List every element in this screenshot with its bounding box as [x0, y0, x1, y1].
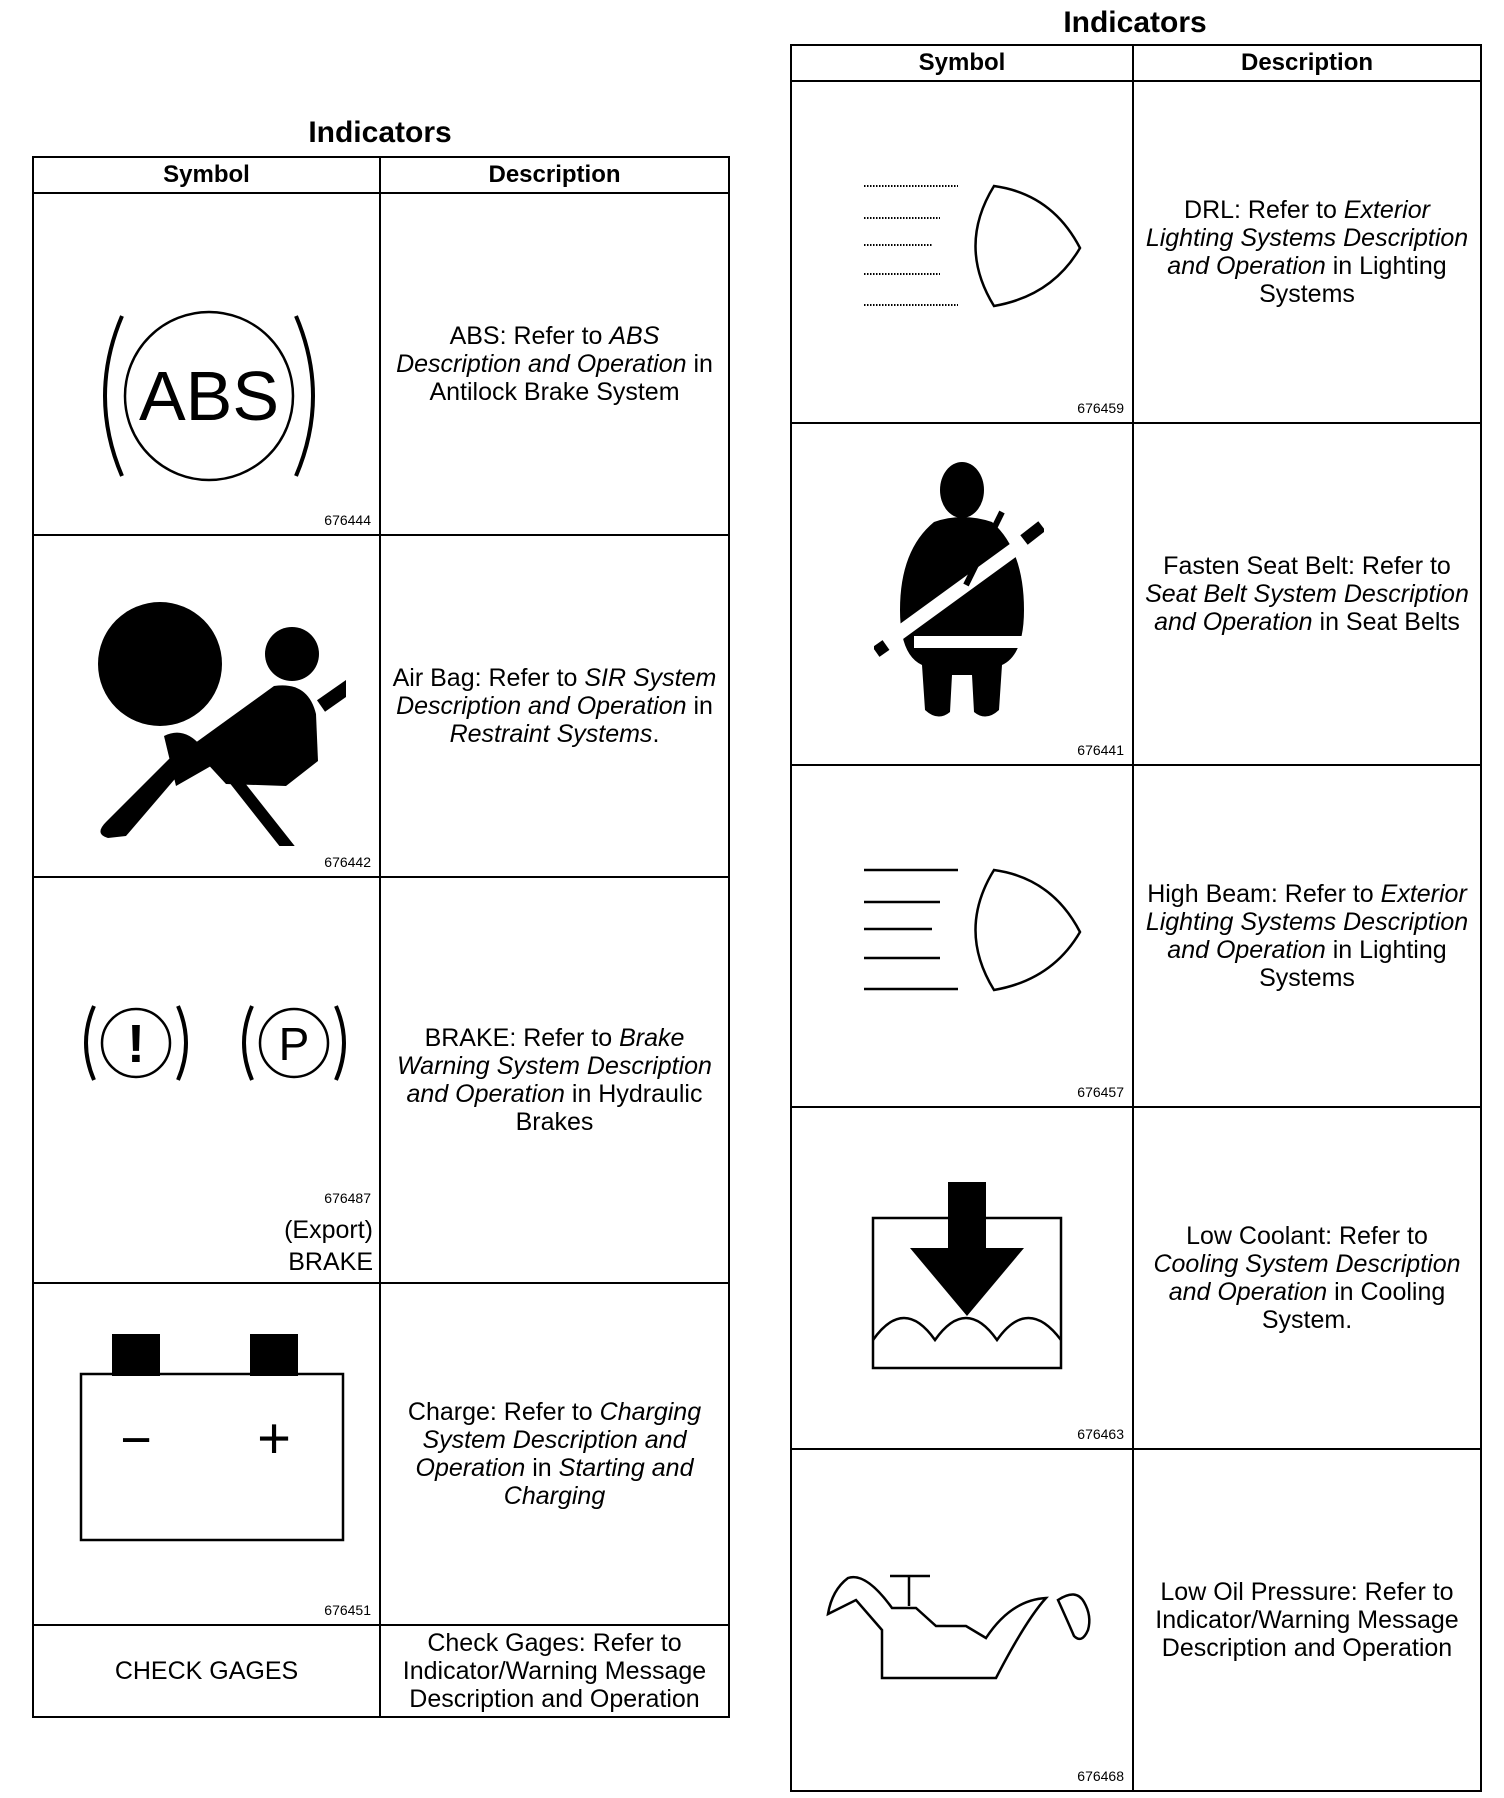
description-cell — [1133, 81, 1481, 423]
description-cell — [380, 877, 729, 1283]
description-cell — [380, 1283, 729, 1625]
description-text: BRAKE: Refer to Brake Warning System Description and Operation in Hydraulic Brakes — [397, 1024, 712, 1136]
export-label: (Export) BRAKE — [284, 1216, 373, 1276]
right-indicators-table — [790, 44, 1482, 1792]
table-row — [791, 423, 1481, 765]
symbol-cell — [791, 1449, 1133, 1791]
airbag-icon — [66, 586, 346, 846]
description-text: Fasten Seat Belt: Refer to Seat Belt System Description and Operation in Seat Belts — [1145, 552, 1469, 636]
description-text: Check Gages: Refer to Indicator/Warning Message Description and Operation — [402, 1629, 707, 1713]
figure-number: 676463 — [1077, 1426, 1124, 1442]
table-row — [33, 193, 729, 535]
description-cell — [1133, 1107, 1481, 1449]
figure-number: 676459 — [1077, 400, 1124, 416]
parking-brake-icon — [234, 998, 354, 1088]
seat-belt-icon — [874, 460, 1044, 720]
table-row — [791, 81, 1481, 423]
low-coolant-icon — [868, 1180, 1068, 1380]
check-gages-symbol-text: CHECK GAGES — [114, 1656, 299, 1685]
table-row — [33, 1625, 729, 1717]
oil-can-icon — [826, 1560, 1126, 1680]
figure-number: 676444 — [324, 512, 371, 528]
abs-icon — [94, 306, 324, 486]
description-text: High Beam: Refer to Exterior Lighting Systems Description and Operation in Lighting Systems — [1145, 880, 1469, 992]
table-row — [791, 1449, 1481, 1791]
table-header-row — [33, 157, 729, 193]
description-column-header: Description — [380, 157, 729, 193]
table-row — [33, 877, 729, 1283]
description-cell — [380, 1625, 729, 1717]
high-beam-icon — [862, 862, 1102, 1012]
description-cell — [380, 193, 729, 535]
symbol-cell — [33, 535, 380, 877]
description-text: DRL: Refer to Exterior Lighting Systems Description and Operation in Lighting Systems — [1145, 196, 1469, 308]
symbol-cell — [791, 81, 1133, 423]
left-indicators-table — [32, 156, 730, 1718]
figure-number: 676468 — [1077, 1768, 1124, 1784]
symbol-cell — [791, 423, 1133, 765]
description-text: Low Coolant: Refer to Cooling System Description and Operation in Cooling System. — [1153, 1222, 1461, 1334]
symbol-column-header: Symbol — [791, 45, 1133, 81]
symbol-cell — [33, 193, 380, 535]
symbol-cell — [33, 877, 380, 1283]
table-row — [791, 1107, 1481, 1449]
table-row — [33, 535, 729, 877]
figure-number: 676451 — [324, 1602, 371, 1618]
description-text: Charge: Refer to Charging System Description and Operation in Starting and Charging — [407, 1398, 702, 1510]
description-cell — [1133, 765, 1481, 1107]
figure-number: 676441 — [1077, 742, 1124, 758]
brake-warning-icon-text: ! — [127, 1014, 145, 1074]
symbol-cell — [33, 1625, 380, 1717]
abs-icon-text: ABS — [138, 357, 280, 435]
brake-warning-icon — [76, 998, 196, 1088]
description-cell — [380, 535, 729, 877]
battery-plus-sign: + — [257, 1406, 291, 1471]
description-text: ABS: Refer to ABS Description and Operation in Antilock Brake System — [396, 322, 713, 406]
drl-icon — [862, 178, 1102, 328]
parking-brake-icon-text: P — [278, 1018, 310, 1070]
description-cell — [1133, 1449, 1481, 1791]
right-table-title: Indicators — [1063, 6, 1207, 39]
battery-minus-sign: − — [120, 1410, 152, 1470]
description-text: Low Oil Pressure: Refer to Indicator/Warning Message Description and Operation — [1155, 1578, 1459, 1662]
figure-number: 676457 — [1077, 1084, 1124, 1100]
description-text: Air Bag: Refer to SIR System Description and Operation in Restraint Systems. — [392, 664, 717, 748]
figure-number: 676442 — [324, 854, 371, 870]
figure-number: 676487 — [324, 1190, 371, 1206]
symbol-cell — [791, 765, 1133, 1107]
left-table-title: Indicators — [308, 116, 452, 149]
table-row — [791, 765, 1481, 1107]
description-column-header: Description — [1133, 45, 1481, 81]
table-row — [33, 1283, 729, 1625]
symbol-cell — [791, 1107, 1133, 1449]
description-cell — [1133, 423, 1481, 765]
symbol-column-header: Symbol — [33, 157, 380, 193]
battery-icon — [78, 1332, 348, 1542]
symbol-cell — [33, 1283, 380, 1625]
table-header-row — [791, 45, 1481, 81]
